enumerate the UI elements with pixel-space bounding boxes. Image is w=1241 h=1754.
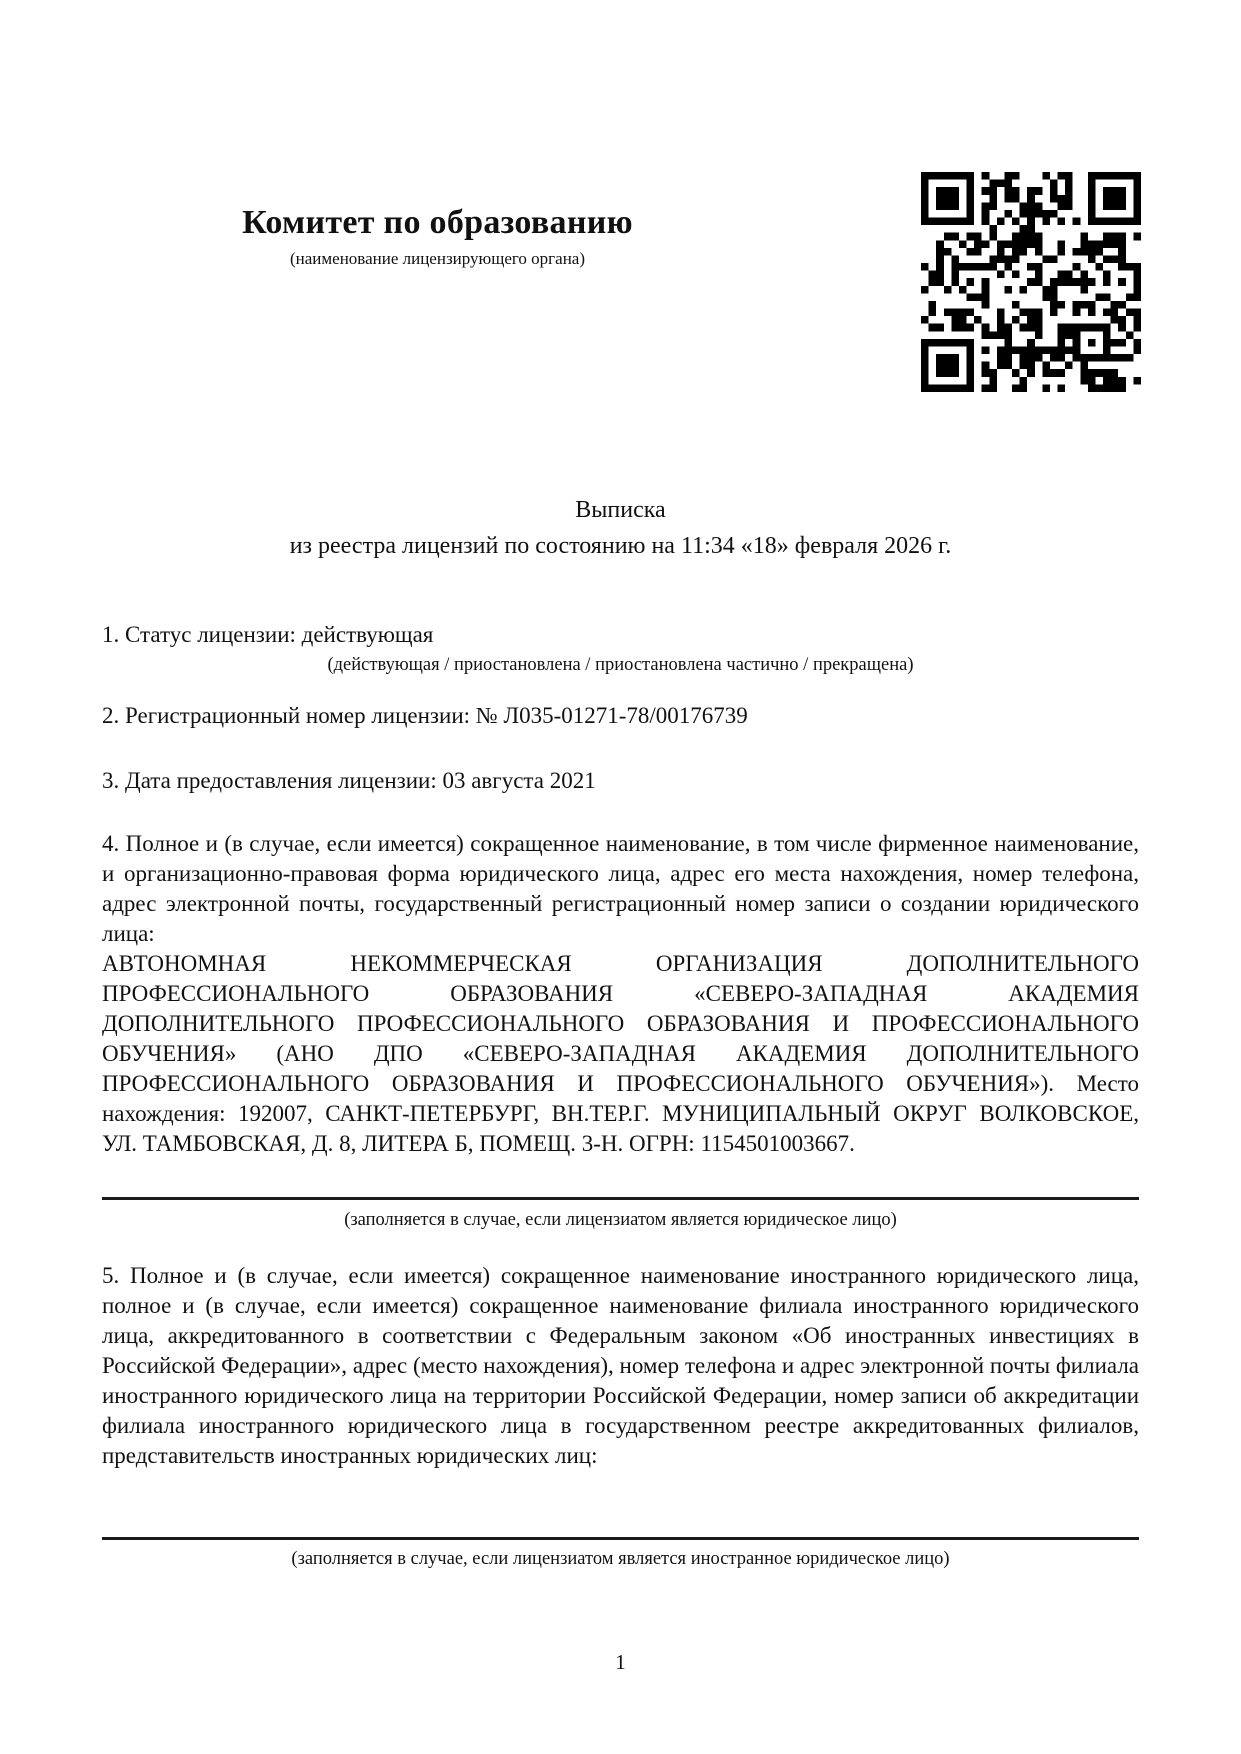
licensing-authority-caption: (наименование лицензирующего органа) [289, 249, 585, 268]
legal-entity-name-value: АВТОНОМНАЯ НЕКОММЕРЧЕСКАЯ ОРГАНИЗАЦИЯ ДОПОЛНИТЕЛЬНОГО ПРОФЕССИОНАЛЬНОГО ОБРАЗОВАНИЯ «СЕВЕРО-ЗАПАДНАЯ АКАДЕМИЯ ДОПОЛНИТЕЛЬНОГО ПРОФЕССИОНАЛЬНОГО ОБРАЗОВАНИЯ И ПРОФЕССИОНАЛЬНОГО ОБУЧЕНИЯ» (АНО ДПО «СЕВЕРО-ЗАПАДНАЯ АКАДЕМИЯ ДОПОЛНИТЕЛЬНОГО ПРОФЕССИОНАЛЬНОГО ОБРАЗОВАНИЯ И ПРОФЕССИОНАЛЬНОГО ОБУЧЕНИЯ»). Место нахождения: 192007, САНКТ-ПЕТЕРБУРГ, ВН.ТЕР.Г. МУНИЦИПАЛЬНЫЙ ОКРУГ ВОЛКОВСКОЕ, УЛ. ТАМБОВСКАЯ, Д. 8, ЛИТЕРА Б, ПОМЕЩ. 3-Н. ОГРН: 1154501003667. [102, 951, 1139, 1156]
qr-code-icon [921, 172, 1141, 392]
document-title-line1: Выписка [575, 497, 666, 523]
document-title [102, 492, 1139, 564]
document-title-line2: из реестра лицензий по состоянию на 11:34 «18» февраля 2026 г. [289, 533, 952, 559]
legal-entity-caption: (заполняется в случае, если лицензиатом является юридическое лицо) [344, 1210, 897, 1230]
foreign-entity-caption: (заполняется в случае, если лицензиатом является иностранное юридическое лицо) [291, 1549, 950, 1569]
foreign-entity-section [102, 1261, 1139, 1471]
legal-entity-section [102, 829, 1139, 1159]
registration-number-text: 2. Регистрационный номер лицензии: № Л035-01271-78/00176739 [102, 703, 748, 728]
legal-entity-intro: 4. Полное и (в случае, если имеется) сокращенное наименование, в том числе фирменное наименование, и организационно-правовая форма юридического лица, адрес его места нахождения, номер телефона, адрес электронной почты, государственный регистрационный номер записи о создании юридического лица: [102, 831, 1139, 946]
license-status-text: 1. Статус лицензии: действующая [102, 622, 434, 647]
foreign-entity-fill-rule [102, 1537, 1139, 1540]
grant-date-text: 3. Дата предоставления лицензии: 03 августа 2021 [102, 768, 596, 793]
foreign-entity-text: 5. Полное и (в случае, если имеется) сокращенное наименование иностранного юридического лица, полное и (в случае, если имеется) сокращенное наименование филиала иностранного юридического лица, аккредитованного в соответствии с Федеральным законом «Об иностранных инвестициях в Российской Федерации», адрес (место нахождения), номер телефона и адрес электронной почты филиала иностранного юридического лица на территории Российской Федерации, номер записи об аккредитации филиала иностранного юридического лица в государственном реестре аккредитованных филиалов, представительств иностранных юридических лиц: [102, 1263, 1139, 1468]
page-number: 1 [615, 1650, 626, 1674]
licensing-authority-name: Комитет по образованию [242, 204, 633, 241]
licensing-authority-header [105, 203, 770, 270]
license-status-options-caption: (действующая / приостановлена / приостановлена частично / прекращена) [327, 655, 914, 675]
legal-entity-fill-rule [102, 1197, 1139, 1200]
